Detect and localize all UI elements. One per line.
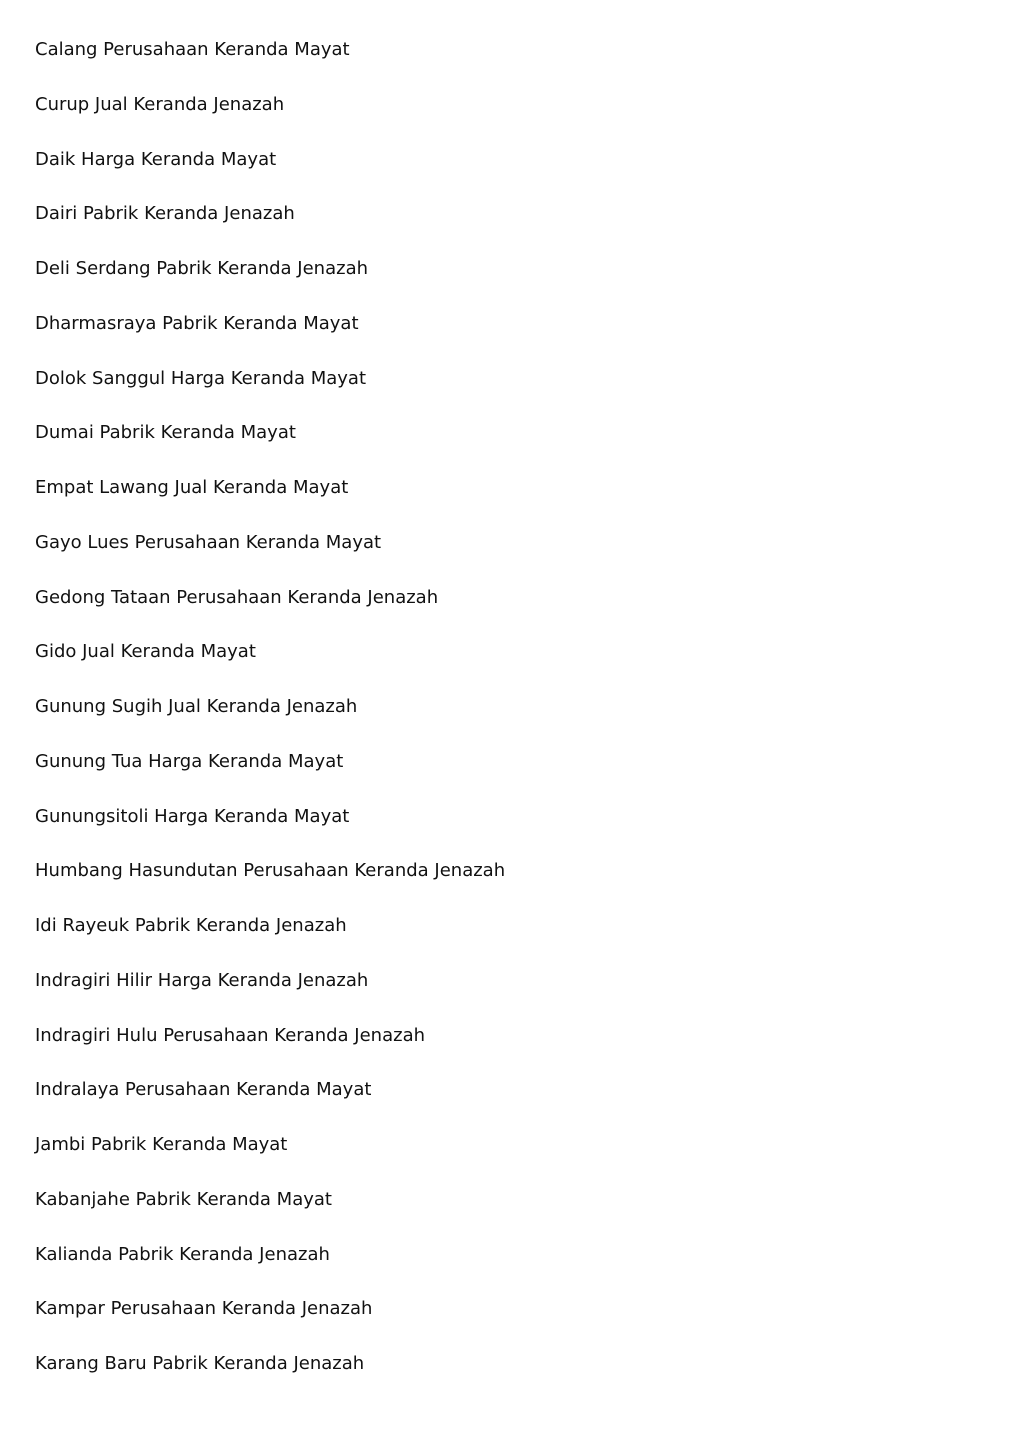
list-item: Calang Perusahaan Keranda Mayat bbox=[35, 39, 350, 60]
list-item: Indralaya Perusahaan Keranda Mayat bbox=[35, 1079, 372, 1101]
list-item: Indragiri Hulu Perusahaan Keranda Jenazah bbox=[35, 1024, 426, 1046]
list-item: Gido Jual Keranda Mayat bbox=[35, 641, 256, 663]
list-item: Gunungsitoli Harga Keranda Mayat bbox=[35, 805, 350, 827]
list-item: Jambi Pabrik Keranda Mayat bbox=[35, 1134, 288, 1155]
list-item: Gedong Tataan Perusahaan Keranda Jenazah bbox=[35, 586, 439, 608]
list-item: Kabanjahe Pabrik Keranda Mayat bbox=[35, 1188, 332, 1210]
list-item: Dairi Pabrik Keranda Jenazah bbox=[35, 203, 295, 225]
list-item: Gayo Lues Perusahaan Keranda Mayat bbox=[35, 531, 382, 553]
list-item: Daik Harga Keranda Mayat bbox=[35, 148, 277, 170]
list-item: Dumai Pabrik Keranda Mayat bbox=[35, 422, 296, 444]
list-item: Idi Rayeuk Pabrik Keranda Jenazah bbox=[35, 915, 347, 936]
list-item: Dolok Sanggul Harga Keranda Mayat bbox=[35, 367, 367, 389]
list-item: Indragiri Hilir Harga Keranda Jenazah bbox=[35, 969, 369, 991]
list-item: Kampar Perusahaan Keranda Jenazah bbox=[35, 1298, 373, 1320]
list-item: Deli Serdang Pabrik Keranda Jenazah bbox=[35, 258, 369, 279]
list-item: Humbang Hasundutan Perusahaan Keranda Jenazah bbox=[35, 860, 506, 882]
list-item: Gunung Sugih Jual Keranda Jenazah bbox=[35, 696, 358, 717]
list-item: Dharmasraya Pabrik Keranda Mayat bbox=[35, 312, 359, 334]
list-item: Kalianda Pabrik Keranda Jenazah bbox=[35, 1243, 330, 1265]
list-item: Gunung Tua Harga Keranda Mayat bbox=[35, 750, 344, 772]
list-item: Curup Jual Keranda Jenazah bbox=[35, 93, 285, 115]
keyword-list bbox=[35, 36, 505, 1405]
list-item: Empat Lawang Jual Keranda Mayat bbox=[35, 477, 349, 498]
list-item: Karang Baru Pabrik Keranda Jenazah bbox=[35, 1353, 365, 1374]
